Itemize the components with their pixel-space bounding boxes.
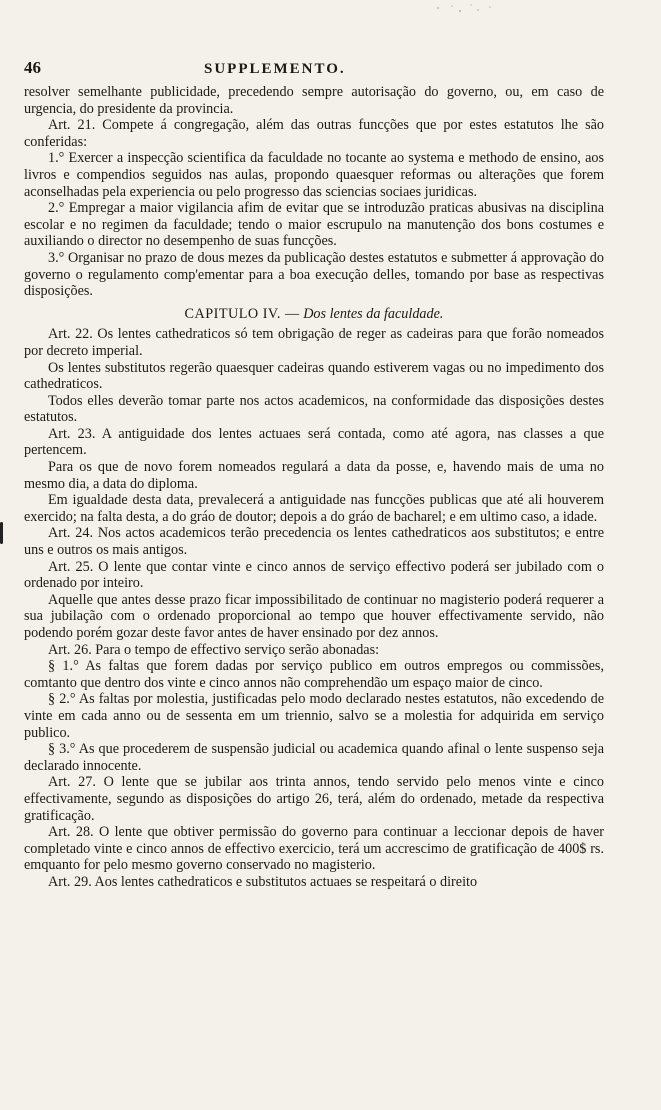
paragraph: Art. 27. O lente que se jubilar aos trinta annos, tendo servido pelo menos vinte e cinco effectivamente, segundo as disposições do artigo 26, terá, além do ordenado, metade da respectiva gratificação. [24,774,604,824]
running-title: SUPPLEMENTO. [204,61,346,77]
paragraph: Os lentes substitutos regerão quaesquer cadeiras quando estiverem vagas ou no impedimento dos cathedraticos. [24,359,604,393]
paragraph: Art. 21. Compete á congregação, além das outras funcções que por estes estatutos lhe são conferidas: [24,117,604,150]
paragraph: Art. 28. O lente que obtiver permissão do governo para continuar a leccionar depois de haver completado vinte e cinco annos de effectivo exercicio, terá um accrescimo de gratificação de 400$ rs. emquanto for pelo mesmo governo conservado no magisterio. [24,824,604,874]
paragraph: Art. 26. Para o tempo de effectivo serviço serão abonadas: [48,641,380,658]
paragraph: Art. 25. O lente que contar vinte e cinco annos de serviço effectivo poderá ser jubilado com o ordenado por inteiro. [24,558,604,592]
chapter-heading [24,306,604,323]
bottom-section [24,326,604,890]
paragraph: Todos elles deverão tomar parte nos actos academicos, na conformidade das disposições destes estatutos. [24,392,604,426]
page-header [24,58,604,84]
paragraph: Art. 23. A antiguidade dos lentes actuaes será contada, como até agora, nas classes a que pertencem. [24,425,604,459]
paragraph: 2.° Empregar a maior vigilancia afim de evitar que se introduzão praticas abusivas na disciplina escolar e no regimen da faculdade; tendo o maior escrupulo na manutenção dos bons costumes e auxiliando o director no desempenho de suas funcções. [24,200,604,250]
page-number: 46 [24,58,41,77]
paragraph: Art. 24. Nos actos academicos terão precedencia os lentes cathedraticos aos substitutos; e entre uns e outros os mais antigos. [24,525,604,559]
chapter-title: Dos lentes da faculdade. [303,305,444,322]
paragraph: § 1.° As faltas que forem dadas por serviço publico em outros empregos ou commissões, comtanto que dentro dos vinte e cinco annos não comprehendão um espaço maior de cinco. [24,658,604,691]
paragraph: § 3.° As que procederem de suspensão judicial ou academica quando afinal o lente suspenso seja declarado innocente. [24,741,604,774]
body-text [24,84,604,891]
paragraph: Aquelle que antes desse prazo ficar impossibilitado de continuar no magisterio poderá requerer a sua jubilação com o ordenado proporcional ao tempo que houver effectivamente servido, não podendo porém gozar deste favor antes de haver ensinado por dez annos. [24,591,604,641]
paper-smudge [430,2,500,16]
paragraph: 3.° Organisar no prazo de dous mezes da publicação destes estatutos e submetter á approvação do governo o regulamento comp'ementar para a boa execução delles, tomando por base as respectivas disposições. [24,249,604,300]
paragraph: § 2.° As faltas por molestia, justificadas pelo modo declarado nestes estatutos, não excedendo de vinte em cada anno ou de sessenta em um triennio, salvo se a molestia for adquirida em serviço publico. [24,691,604,741]
paragraph: Art. 22. Os lentes cathedraticos só tem obrigação de reger as cadeiras para que forão nomeados por decreto imperial. [24,326,604,359]
document-page [24,58,604,891]
binding-edge-mark [0,522,3,544]
paragraph: Art. 29. Aos lentes cathedraticos e substitutos actuaes se respeitará o direito [48,873,478,890]
paragraph: resolver semelhante publicidade, precedendo sempre autorisação do governo, ou, em caso de urgencia, do presidente da provincia. [24,84,604,117]
paragraph: 1.° Exercer a inspecção scientifica da faculdade no tocante ao systema e methodo de ensino, aos livros e compendios seguidos nas aulas, propondo quaesquer reformas ou alterações que forem aconselhadas pela experiencia ou pelo progresso das sciencias sociaes juridicas. [24,150,604,200]
paragraph: Para os que de novo forem nomeados regulará a data da posse, e, havendo mais de uma no mesmo dia, a data do diploma. [24,459,604,492]
top-section [24,84,604,300]
chapter-label: CAPITULO IV. — [184,305,300,322]
paragraph: Em igualdade desta data, prevalecerá a antiguidade nas funcções publicas que até ali houverem exercido; na falta desta, a do gráo de doutor; depois a do gráo de bacharel; e em ultimo caso, a idade. [24,492,604,525]
